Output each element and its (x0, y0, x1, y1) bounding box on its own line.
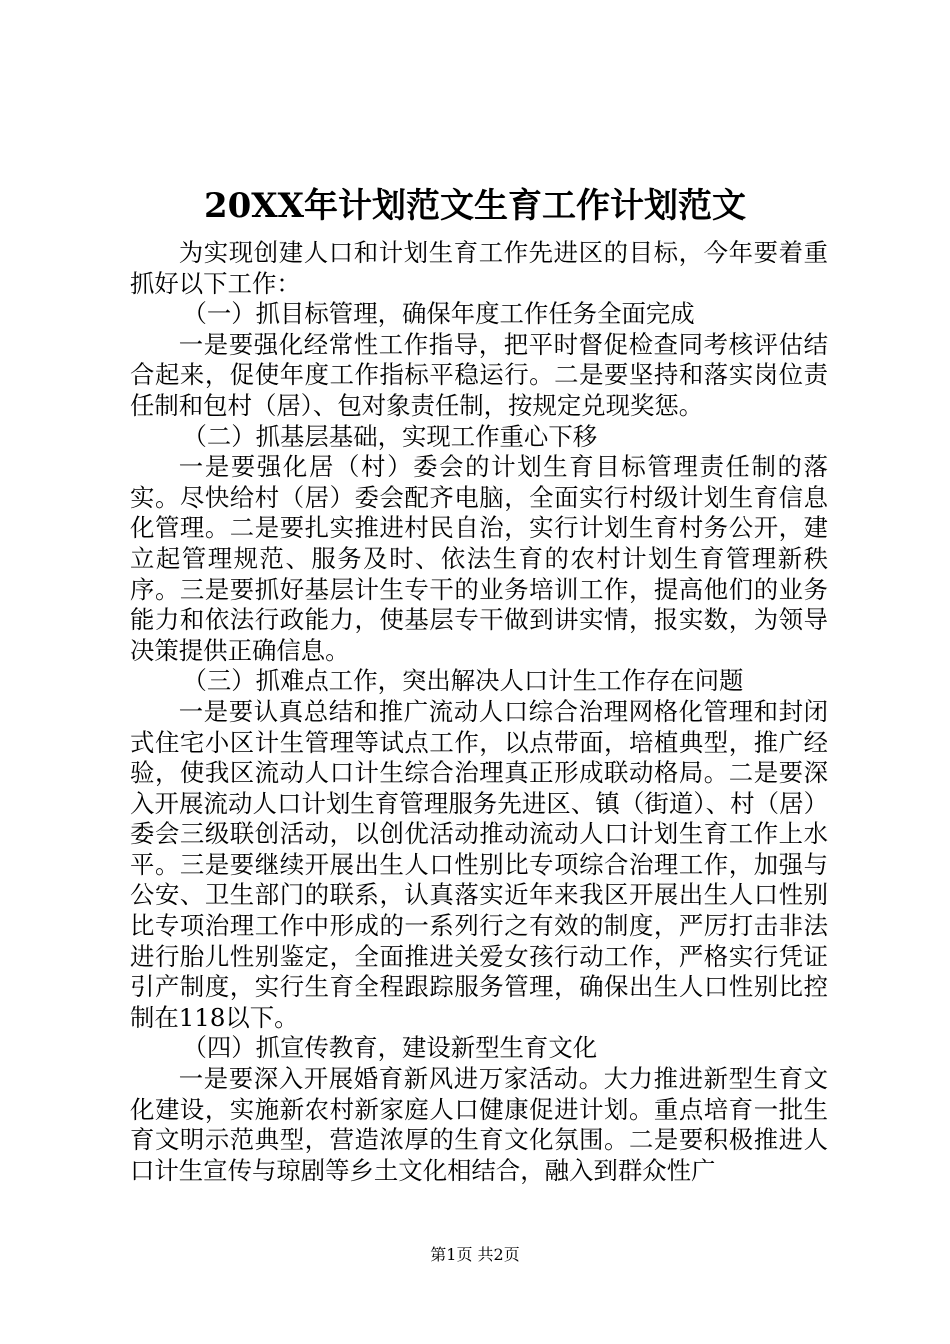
section-heading-3: （三）抓难点工作，突出解决人口计生工作存在问题 (182, 666, 744, 696)
section-heading-1: （一）抓目标管理，确保年度工作任务全面完成 (182, 299, 695, 329)
section-paragraph-2: 一是要强化居（村）委会的计划生育目标管理责任制的落实。尽快给村（居）委会配齐电脑，全面实行村级计划生育信息化管理。二是要扎实推进村民自治，实行计划生育村务公开，建立起管理规范、服务及时、依法生育的农村计划生育管理新秩序。三是要抓好基层计生专干的业务培训工作，提高他们的业务能力和依法行政能力，使基层专干做到讲实情，报实数，为领导决策提供正确信息。 (130, 452, 828, 665)
page-footer: 第1页 共2页 (430, 1245, 520, 1264)
section-paragraph-4: 一是要深入开展婚育新风进万家活动。大力推进新型生育文化建设，实施新农村新家庭人口健康促进计划。重点培育一批生育文明示范典型，营造浓厚的生育文化氛围。二是要积极推进人口计生宣传与琼剧等乡土文化相结合，融入到群众性广 (130, 1064, 828, 1185)
document-title: 20XX年计划范文生育工作计划范文 (203, 186, 747, 226)
section-heading-2: （二）抓基层基础，实现工作重心下移 (182, 421, 598, 451)
intro-paragraph: 为实现创建人口和计划生育工作先进区的目标，今年要着重抓好以下工作： (130, 238, 828, 298)
section-heading-4: （四）抓宣传教育，建设新型生育文化 (182, 1033, 598, 1063)
document-body (130, 238, 828, 1186)
section-paragraph-3: 一是要认真总结和推广流动人口综合治理网格化管理和封闭式住宅小区计生管理等试点工作，以点带面，培植典型，推广经验，使我区流动人口计生综合治理真正形成联动格局。二是要深入开展流动人口计划生育管理服务先进区、镇（街道）、村（居）委会三级联创活动，以创优活动推动流动人口计划生育工作上水平。三是要继续开展出生人口性别比专项综合治理工作，加强与公安、卫生部门的联系，认真落实近年来我区开展出生人口性别比专项治理工作中形成的一系列行之有效的制度，严厉打击非法进行胎儿性别鉴定，全面推进关爱女孩行动工作，严格实行凭证引产制度，实行生育全程跟踪服务管理，确保出生人口性别比控制在118以下。 (130, 696, 828, 1032)
section-paragraph-1: 一是要强化经常性工作指导，把平时督促检查同考核评估结合起来，促使年度工作指标平稳运行。二是要坚持和落实岗位责任制和包村（居）、包对象责任制，按规定兑现奖惩。 (130, 329, 828, 420)
